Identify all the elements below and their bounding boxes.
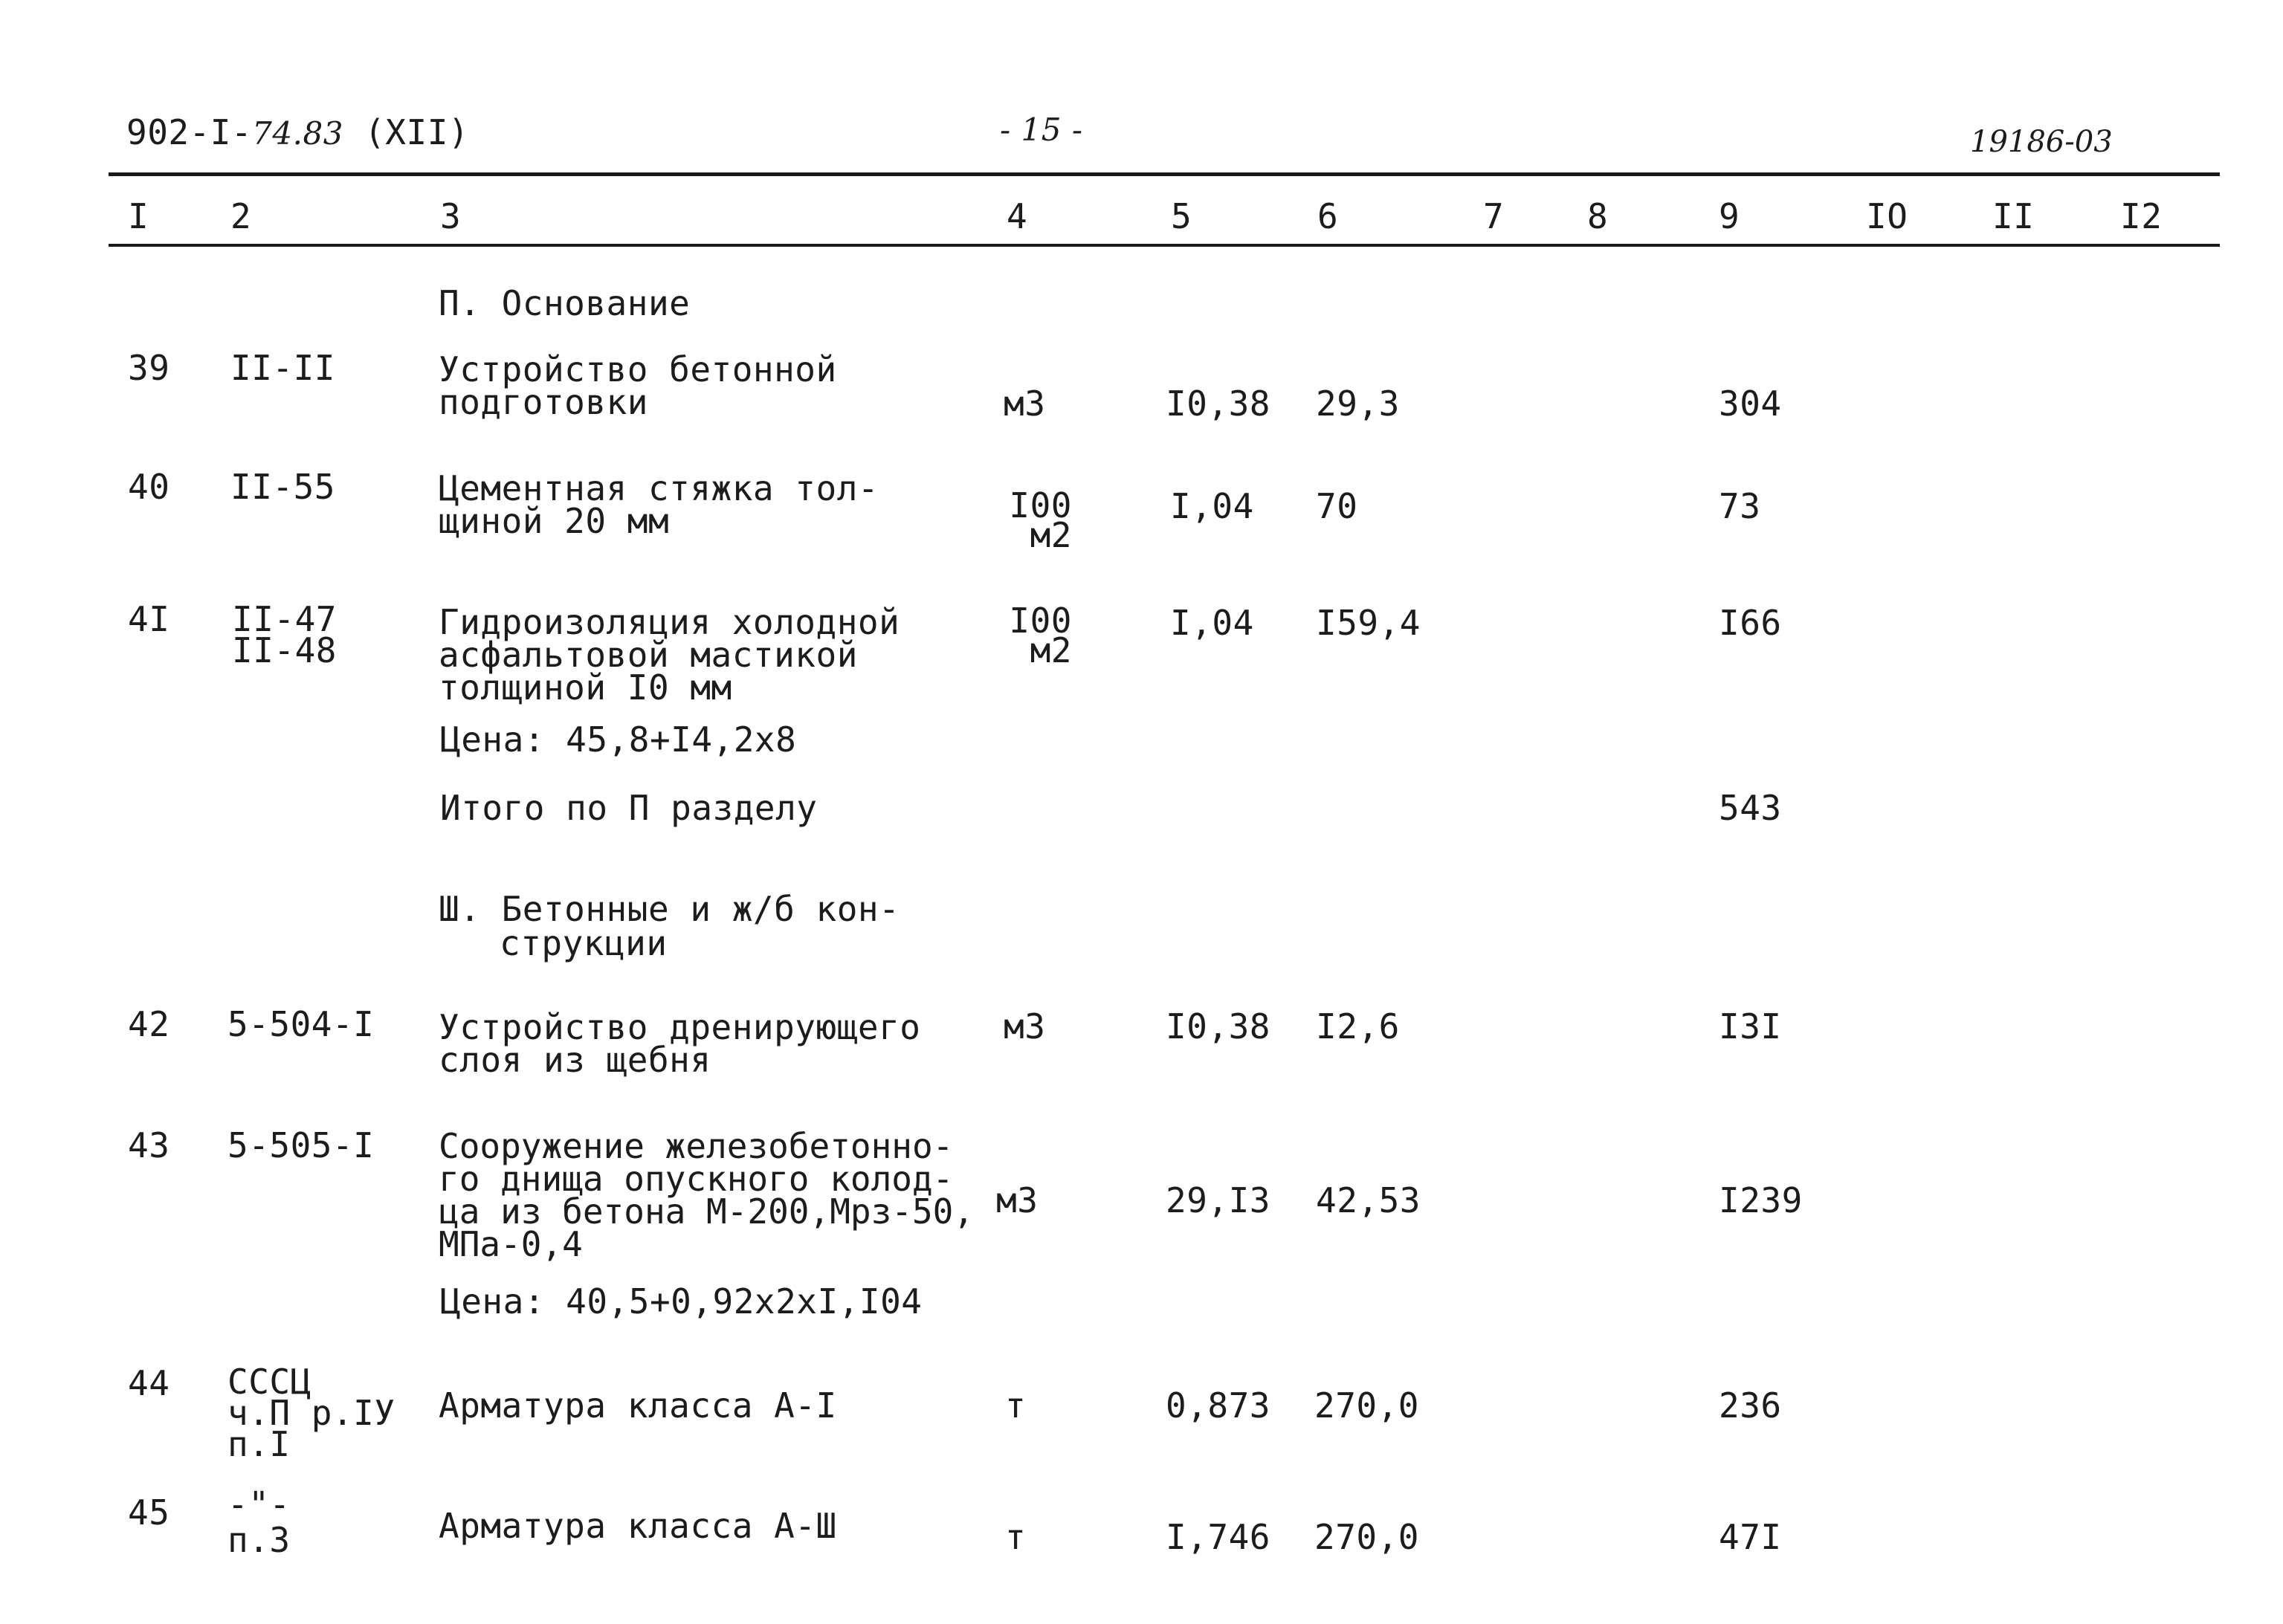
column-header-8: 8 — [1587, 196, 1609, 236]
row-44-price: 270,0 — [1314, 1385, 1419, 1426]
inventory-number: 19186-03 — [1970, 125, 2113, 159]
column-header-5: 5 — [1171, 196, 1192, 236]
row-42-unit: м3 — [1004, 1006, 1046, 1046]
row-44-total: 236 — [1719, 1385, 1782, 1426]
row-40-code: II-55 — [230, 467, 335, 507]
column-header-10: IO — [1866, 196, 1908, 236]
column-header-2: 2 — [230, 196, 252, 236]
section-2-total-label: Итого по П разделу — [440, 788, 818, 828]
row-44-unit: т — [1005, 1385, 1027, 1426]
document-code — [126, 112, 470, 152]
row-40-price: 70 — [1316, 486, 1358, 526]
row-43-price: 42,53 — [1316, 1180, 1421, 1220]
row-45-qty: I,746 — [1166, 1517, 1270, 1557]
row-45-unit: т — [1005, 1517, 1027, 1557]
row-43-unit: м3 — [996, 1180, 1039, 1220]
row-41-price-note: Цена: 45,8+I4,2x8 — [440, 719, 797, 760]
row-43-number: 43 — [128, 1125, 170, 1165]
row-42-price: I2,6 — [1316, 1006, 1400, 1046]
row-42-name: Устройство дренирующего слоя из щебня — [439, 1007, 921, 1080]
document-code-suffix: (XII) — [343, 112, 470, 152]
row-44-code: СССЦ ч.П р.IУ п.I — [227, 1362, 395, 1464]
row-43-total: I239 — [1719, 1180, 1803, 1220]
column-header-6: 6 — [1317, 196, 1339, 236]
row-41-qty: I,04 — [1170, 603, 1254, 643]
page-number: - 15 - — [1000, 111, 1083, 148]
row-41-name: Гидроизоляция холодной асфальтовой мастикой толщиной I0 мм — [439, 602, 900, 708]
row-45-total: 47I — [1719, 1517, 1782, 1557]
row-45-code: -"- п.3 — [227, 1484, 291, 1560]
column-header-11: II — [1992, 196, 2035, 236]
row-39-unit: м3 — [1004, 384, 1046, 424]
header-bottom-rule — [109, 244, 2220, 247]
row-41-number: 4I — [128, 599, 170, 639]
row-39-price: 29,3 — [1316, 384, 1400, 424]
row-40-name: Цементная стяжка тол- щиной 20 мм — [439, 468, 879, 541]
row-41-total: I66 — [1719, 603, 1782, 643]
row-40-total: 73 — [1719, 486, 1761, 526]
column-header-12: I2 — [2120, 196, 2163, 236]
column-header-3: 3 — [440, 196, 462, 236]
row-43-price-note: Цена: 40,5+0,92x2xI,I04 — [440, 1281, 923, 1321]
row-45-price: 270,0 — [1314, 1517, 1419, 1557]
document-code-handwritten: 74.83 — [252, 115, 343, 152]
row-42-code: 5-504-I — [227, 1004, 375, 1044]
row-39-number: 39 — [128, 348, 170, 388]
section-2-title: П. Основание — [439, 283, 691, 323]
column-header-4: 4 — [1007, 196, 1028, 236]
row-44-qty: 0,873 — [1166, 1385, 1270, 1426]
row-40-qty: I,04 — [1170, 486, 1254, 526]
section-2-total-value: 543 — [1719, 788, 1782, 828]
row-41-price: I59,4 — [1316, 603, 1421, 643]
row-39-code: II-II — [230, 348, 335, 388]
row-44-name: Арматура класса А-I — [439, 1385, 837, 1426]
top-rule — [109, 172, 2220, 176]
row-45-name: Арматура класса А-Ш — [439, 1506, 837, 1546]
row-43-qty: 29,I3 — [1166, 1180, 1270, 1220]
row-39-qty: I0,38 — [1166, 384, 1270, 424]
column-header-9: 9 — [1719, 196, 1740, 236]
document-code-prefix: 902-I- — [126, 112, 253, 152]
section-3-title: Ш. Бетонные и ж/б кон- струкции — [439, 889, 900, 963]
row-40-unit: I00 м2 — [1009, 485, 1072, 555]
row-40-number: 40 — [128, 467, 170, 507]
row-42-total: I3I — [1719, 1006, 1782, 1046]
column-header-1: I — [128, 196, 149, 236]
row-42-number: 42 — [128, 1004, 170, 1044]
row-39-total: 304 — [1719, 384, 1782, 424]
row-41-code: II-47 II-48 — [232, 599, 337, 670]
row-44-number: 44 — [128, 1363, 170, 1403]
row-43-name: Сооружение железобетонно- го днища опускного колод- ца из бетона М-200,Мрз-50, МПа-0,4 — [439, 1126, 975, 1264]
row-42-qty: I0,38 — [1166, 1006, 1270, 1046]
row-45-number: 45 — [128, 1492, 170, 1533]
row-39-name: Устройство бетонной подготовки — [439, 349, 837, 422]
column-header-7: 7 — [1483, 196, 1505, 236]
row-41-unit: I00 м2 — [1009, 601, 1072, 670]
row-43-code: 5-505-I — [227, 1125, 375, 1165]
